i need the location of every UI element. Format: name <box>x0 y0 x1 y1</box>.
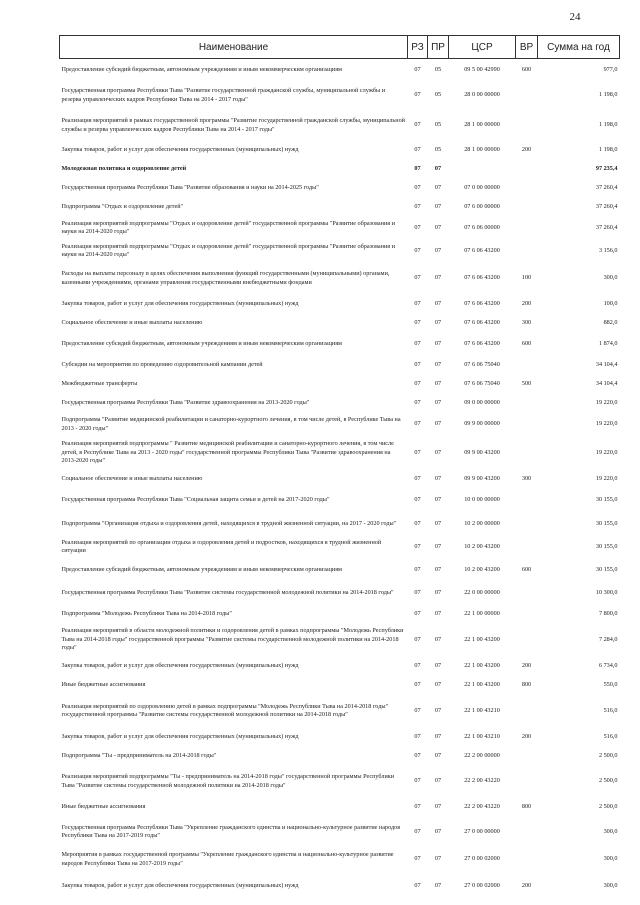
row-csr: 28 0 00 00000 <box>464 91 500 99</box>
table-row <box>60 817 620 848</box>
row-sum: 34 104,4 <box>595 379 618 387</box>
header-rz: РЗ <box>408 36 428 59</box>
row-sum: 19 220,0 <box>595 420 618 428</box>
row-csr: 27 0 00 00000 <box>464 827 500 835</box>
row-csr: 07 6 06 43200 <box>464 339 500 347</box>
row-name: Предоставление субсидий бюджетным, автономным учреждениям и иным некоммерческим организациям <box>61 565 342 573</box>
row-pr: 07 <box>434 680 442 688</box>
row-rz: 07 <box>414 519 421 527</box>
row-csr: 09 5 00 42990 <box>464 65 500 73</box>
row-sum: 37 260,4 <box>595 223 618 231</box>
row-name: Реализация мероприятий в рамках государственной программы "Развитие государственной гражданской службы, муниципальной службы и резерва управленческих кадров Республики Тыва на 2014 - 2017 годы" <box>61 117 405 133</box>
row-rz: 07 <box>414 706 421 714</box>
row-name: Государственная программа Республики Тыва "Развитие системы государственной молодежной политики на 2014-2018 годы" <box>61 588 394 596</box>
row-vr <box>516 766 538 798</box>
row-pr: 07 <box>434 706 442 714</box>
table-row <box>60 160 620 179</box>
row-csr: 28 1 00 00000 <box>464 121 500 129</box>
row-rz: 07 <box>414 65 421 73</box>
row-sum: 19 220,0 <box>595 448 618 456</box>
row-vr <box>516 605 538 624</box>
row-csr: 09 9 00 43200 <box>464 448 500 456</box>
row-sum: 19 220,0 <box>595 398 618 406</box>
row-rz: 07 <box>414 802 421 810</box>
row-sum: 882,0 <box>603 318 618 326</box>
row-csr: 09 0 00 00000 <box>464 398 500 406</box>
row-pr: 07 <box>434 519 442 527</box>
row-sum: 3 156,0 <box>598 246 618 254</box>
row-sum: 550,0 <box>603 680 618 688</box>
row-pr: 07 <box>434 635 442 643</box>
row-pr: 07 <box>434 360 442 368</box>
row-pr: 07 <box>434 474 442 482</box>
row-vr <box>516 160 538 179</box>
row-name: Предоставление субсидий бюджетным, автономным учреждениям и иным некоммерческим организациям <box>61 339 342 347</box>
row-sum: 34 104,4 <box>595 360 618 368</box>
row-name: Реализация мероприятий подпрограммы " Развитие медицинской реабилитации и санаторно-курортного лечения, в том числе детей, в Республике Тыва на 2013 - 2020 годы" государственной программы Республики Тыва "Развитие здравоохранения на 2013-2020 годы" <box>61 440 394 465</box>
row-pr: 07 <box>434 448 442 456</box>
row-rz: 07 <box>414 474 421 482</box>
table-row <box>60 356 620 375</box>
row-pr: 07 <box>434 339 442 347</box>
row-vr <box>516 81 538 111</box>
row-name: Закупка товаров, работ и услуг для обеспечения государственных (муниципальных) нужд <box>61 661 299 669</box>
row-pr: 07 <box>434 777 442 785</box>
row-sum: 1 198,0 <box>598 91 618 99</box>
table-row <box>60 798 620 817</box>
row-pr: 07 <box>434 827 442 835</box>
row-name: Мероприятия в рамках государственной программы "Укрепление гражданского единства и национально-культурное развитие народов Республики Тыва на 2017-2019 годы" <box>61 851 394 867</box>
table-row <box>60 766 620 798</box>
row-csr: 07 6 06 75040 <box>464 379 500 387</box>
row-name: Государственная программа Республики Тыва "Социальная защита семьи и детей на 2017-2020 годы" <box>61 496 330 504</box>
budget-table <box>59 35 620 901</box>
row-sum: 30 155,0 <box>595 542 618 550</box>
row-vr <box>516 624 538 657</box>
row-pr: 07 <box>434 751 442 759</box>
row-pr: 07 <box>434 420 442 428</box>
row-name: Социальное обеспечение и иные выплаты населению <box>61 318 203 326</box>
row-rz: 07 <box>414 223 421 231</box>
row-csr: 27 0 00 02000 <box>464 855 500 863</box>
row-vr <box>516 848 538 872</box>
row-pr: 07 <box>434 496 442 504</box>
row-sum: 100,0 <box>603 299 618 307</box>
row-pr: 07 <box>434 379 442 387</box>
table-row <box>60 59 620 81</box>
row-vr <box>516 582 538 605</box>
row-pr: 07 <box>434 732 442 740</box>
row-rz: 07 <box>414 496 421 504</box>
table-row <box>60 624 620 657</box>
row-pr: 07 <box>434 398 442 406</box>
row-pr: 07 <box>434 802 442 810</box>
row-rz: 07 <box>414 680 421 688</box>
table-row <box>60 81 620 111</box>
row-name: Подпрограмма "Организация отдыха и оздоровления детей, находящихся в трудной жизненной ситуации, на 2017 - 2020 годы" <box>61 519 397 527</box>
table-row <box>60 747 620 766</box>
table-row <box>60 605 620 624</box>
row-pr: 07 <box>434 299 442 307</box>
row-pr: 07 <box>434 318 442 326</box>
row-rz: 07 <box>414 379 421 387</box>
row-name: Закупка товаров, работ и услуг для обеспечения государственных (муниципальных) нужд <box>61 145 299 153</box>
row-vr: 500 <box>521 379 532 387</box>
row-sum: 516,0 <box>603 732 618 740</box>
row-csr: 09 9 00 00000 <box>464 420 500 428</box>
row-rz: 07 <box>414 881 421 889</box>
table-row <box>60 263 620 295</box>
table-row <box>60 489 620 513</box>
row-vr <box>516 356 538 375</box>
row-name: Закупка товаров, работ и услуг для обеспечения государственных (муниципальных) нужд <box>61 881 299 889</box>
row-csr: 22 0 00 00000 <box>464 588 500 596</box>
row-name: Реализация мероприятий подпрограммы "Отдых и оздоровление детей" государственной программы "Развитие образования и науки на 2014-2020 годы" <box>61 242 396 258</box>
row-vr: 200 <box>521 299 532 307</box>
table-body <box>60 59 620 901</box>
row-csr: 07 6 06 43200 <box>464 246 500 254</box>
table-row <box>60 470 620 489</box>
table-row <box>60 375 620 394</box>
row-pr: 07 <box>434 164 442 172</box>
row-name: Молодежная политика и оздоровление детей <box>61 164 187 172</box>
table-row <box>60 240 620 263</box>
row-vr: 300 <box>521 474 532 482</box>
page-number: 24 <box>569 11 581 23</box>
row-csr: 22 2 00 43220 <box>464 777 500 785</box>
row-vr <box>516 817 538 848</box>
table-row <box>60 413 620 437</box>
row-name: Расходы на выплаты персоналу в целях обеспечения выполнения функций государственными (муниципальными) органами, казенными учреждениями, органами управления государственными внебюджетными фондами <box>61 270 390 286</box>
row-sum: 2 500,0 <box>598 802 618 810</box>
row-rz: 07 <box>414 246 421 254</box>
table-row <box>60 217 620 240</box>
header-pr: ПР <box>428 36 449 59</box>
row-name: Подпрограмма "Молодежь Республики Тыва на 2014-2018 годы" <box>61 609 232 617</box>
row-rz: 07 <box>414 588 421 596</box>
row-vr <box>516 394 538 413</box>
row-vr: 800 <box>521 802 532 810</box>
row-csr: 22 2 00 00000 <box>464 751 500 759</box>
row-pr: 07 <box>434 855 442 863</box>
row-vr: 200 <box>521 145 532 153</box>
row-name: Субсидии на мероприятия по проведению оздоровительной кампании детей <box>61 360 263 368</box>
row-rz: 07 <box>414 145 421 153</box>
row-csr: 09 9 00 43200 <box>464 474 500 482</box>
row-rz: 07 <box>414 274 421 282</box>
row-csr: 07 6 06 00000 <box>464 223 500 231</box>
row-csr: 07 6 06 43200 <box>464 318 500 326</box>
row-pr: 07 <box>434 223 442 231</box>
table-row <box>60 559 620 582</box>
row-vr <box>516 413 538 437</box>
header-csr: ЦСР <box>449 36 516 59</box>
row-vr: 200 <box>521 881 532 889</box>
row-vr <box>516 198 538 217</box>
row-vr <box>516 489 538 513</box>
table-row <box>60 676 620 695</box>
row-sum: 300,0 <box>603 274 618 282</box>
row-csr: 07 6 00 00000 <box>464 202 500 210</box>
row-vr <box>516 536 538 559</box>
row-pr: 05 <box>434 145 442 153</box>
row-rz: 07 <box>414 777 421 785</box>
row-pr: 07 <box>434 246 442 254</box>
row-vr: 600 <box>521 339 532 347</box>
row-name: Закупка товаров, работ и услуг для обеспечения государственных (муниципальных) нужд <box>61 732 299 740</box>
row-name: Подпрограмма "Ты - предприниматель на 2014-2018 годы" <box>61 751 217 759</box>
row-rz: 07 <box>414 121 421 129</box>
row-sum: 2 500,0 <box>598 751 618 759</box>
table-row <box>60 111 620 141</box>
row-pr: 07 <box>434 565 442 573</box>
row-rz: 07 <box>414 661 421 669</box>
table-row <box>60 872 620 901</box>
row-csr: 07 6 06 75040 <box>464 360 500 368</box>
row-csr: 10 2 00 43200 <box>464 542 500 550</box>
table-row <box>60 295 620 314</box>
header-name: Наименование <box>60 36 408 59</box>
row-sum: 30 155,0 <box>595 565 618 573</box>
row-pr: 05 <box>434 91 442 99</box>
table-row <box>60 728 620 747</box>
row-rz: 07 <box>414 565 421 573</box>
row-sum: 37 260,4 <box>595 202 618 210</box>
header-vr: ВР <box>516 36 538 59</box>
row-name: Иные бюджетные ассигнования <box>61 802 146 810</box>
row-sum: 300,0 <box>603 881 618 889</box>
table-row <box>60 513 620 536</box>
row-csr: 10 2 00 43200 <box>464 565 500 573</box>
row-pr: 07 <box>434 183 442 191</box>
row-name: Государственная программа Республики Тыва "Развитие образования и науки на 2014-2025 годы" <box>61 183 319 191</box>
row-rz: 07 <box>414 91 421 99</box>
row-name: Закупка товаров, работ и услуг для обеспечения государственных (муниципальных) нужд <box>61 299 299 307</box>
row-rz: 07 <box>414 183 421 191</box>
row-sum: 300,0 <box>603 827 618 835</box>
row-name: Реализация мероприятий в области молодежной политики и оздоровления детей в рамках подпрограммы "Молодежь Республики Тыва на 2014-2018 годы" государственной программы "Развитие системы государственной молодежной политики на 2014-2018 годы" <box>61 627 404 652</box>
row-csr: 22 1 00 43210 <box>464 706 500 714</box>
row-pr: 07 <box>434 661 442 669</box>
row-pr: 07 <box>434 881 442 889</box>
row-sum: 30 155,0 <box>595 496 618 504</box>
row-csr: 07 0 00 00000 <box>464 183 500 191</box>
row-name: Реализация мероприятий подпрограммы "Ты - предприниматель на 2014-2018 годы" государственной программы Республики Тыва "Развитие системы государственной молодежной политики на 2014-2018 годы" <box>61 773 395 789</box>
row-csr: 22 1 00 43200 <box>464 661 500 669</box>
table-row <box>60 437 620 470</box>
row-name: Социальное обеспечение и иные выплаты населению <box>61 474 203 482</box>
row-name: Государственная программа Республики Тыва "Укрепление гражданского единства и национально-культурное развитие народов Республики Тыва на 2017-2019 годы" <box>61 823 401 839</box>
row-rz: 07 <box>414 360 421 368</box>
row-pr: 05 <box>434 121 442 129</box>
row-sum: 6 734,0 <box>598 661 618 669</box>
table-header-row <box>60 36 620 59</box>
row-name: Предоставление субсидий бюджетным, автономным учреждениям и иным некоммерческим организациям <box>61 65 342 73</box>
row-rz: 07 <box>414 202 421 210</box>
row-csr <box>449 160 516 179</box>
row-vr <box>516 513 538 536</box>
row-sum: 1 198,0 <box>598 121 618 129</box>
row-csr: 07 6 06 43200 <box>464 274 500 282</box>
row-csr: 10 0 00 00000 <box>464 496 500 504</box>
table-row <box>60 695 620 728</box>
row-rz: 07 <box>414 732 421 740</box>
row-vr <box>516 179 538 198</box>
row-name: Государственная программа Республики Тыва "Развитие здравоохранения на 2013-2020 годы" <box>61 398 310 406</box>
row-sum: 10 300,0 <box>595 588 618 596</box>
table-row <box>60 394 620 413</box>
row-csr: 27 0 00 02000 <box>464 881 500 889</box>
row-pr: 05 <box>434 65 442 73</box>
row-pr: 07 <box>434 274 442 282</box>
row-rz: 07 <box>414 542 421 550</box>
table-row <box>60 198 620 217</box>
row-name: Реализация мероприятий подпрограммы "Отдых и оздоровление детей" государственной программы "Развитие образования и науки на 2014-2020 годы" <box>61 219 396 235</box>
row-sum: 37 260,4 <box>595 183 618 191</box>
row-vr: 600 <box>521 565 532 573</box>
row-rz: 07 <box>414 164 421 172</box>
row-pr: 07 <box>434 542 442 550</box>
row-vr: 800 <box>521 680 532 688</box>
row-csr: 22 2 00 43220 <box>464 802 500 810</box>
row-vr <box>516 437 538 470</box>
row-rz: 07 <box>414 635 421 643</box>
table-row <box>60 141 620 160</box>
row-rz: 07 <box>414 448 421 456</box>
row-sum: 19 220,0 <box>595 474 618 482</box>
row-csr: 07 6 06 43200 <box>464 299 500 307</box>
table-row <box>60 582 620 605</box>
row-rz: 07 <box>414 299 421 307</box>
table-row <box>60 536 620 559</box>
row-vr <box>516 240 538 263</box>
row-vr: 200 <box>521 732 532 740</box>
row-sum: 977,0 <box>603 65 618 73</box>
row-sum: 30 155,0 <box>595 519 618 527</box>
row-name: Межбюджетные трансферты <box>61 379 138 387</box>
row-csr: 22 1 00 43200 <box>464 635 500 643</box>
row-sum: 1 198,0 <box>598 145 618 153</box>
row-csr: 22 1 00 43210 <box>464 732 500 740</box>
row-rz: 07 <box>414 420 421 428</box>
row-vr: 300 <box>521 318 532 326</box>
row-vr <box>516 111 538 141</box>
row-rz: 07 <box>414 339 421 347</box>
row-vr <box>516 747 538 766</box>
row-sum: 7 800,0 <box>598 609 618 617</box>
row-sum: 7 284,0 <box>598 635 618 643</box>
row-rz: 07 <box>414 398 421 406</box>
row-vr <box>516 695 538 728</box>
row-csr: 22 1 00 00000 <box>464 609 500 617</box>
table-row <box>60 657 620 676</box>
row-rz: 07 <box>414 855 421 863</box>
row-sum: 2 500,0 <box>598 777 618 785</box>
table-row <box>60 333 620 356</box>
row-vr <box>516 217 538 240</box>
row-rz: 07 <box>414 751 421 759</box>
row-csr: 10 2 00 00000 <box>464 519 500 527</box>
row-rz: 07 <box>414 318 421 326</box>
row-sum: 1 874,0 <box>598 339 618 347</box>
row-name: Государственная программа Республики Тыва "Развитие государственной гражданской службы, муниципальной службы и резерва управленческих кадров Республики Тыва на 2014 - 2017 годы" <box>61 87 386 103</box>
row-pr: 07 <box>434 609 442 617</box>
row-vr: 600 <box>521 65 532 73</box>
row-sum: 97 235,4 <box>595 164 618 172</box>
row-rz: 07 <box>414 609 421 617</box>
row-name: Подпрограмма "Отдых и оздоровление детей" <box>61 202 184 210</box>
row-name: Подпрограмма "Развитие медицинской реабилитации и санаторно-курортного лечения, в том числе детей, в Республике Тыва на 2013 - 2020 годы" <box>61 416 401 432</box>
row-name: Реализация мероприятий по оздоровлению детей в рамках подпрограммы "Молодежь Республики Тыва на 2014-2018 годы" государственной программы "Развитие системы государственной молодежной политики на 2014-2018 годы" <box>61 702 389 718</box>
row-vr: 200 <box>521 661 532 669</box>
row-sum: 516,0 <box>603 706 618 714</box>
table-row <box>60 848 620 872</box>
row-rz: 07 <box>414 827 421 835</box>
row-vr: 100 <box>521 274 532 282</box>
row-csr: 22 1 00 43200 <box>464 680 500 688</box>
header-sum: Сумма на год <box>538 36 620 59</box>
row-name: Реализация мероприятий по организации отдыха и оздоровления детей и подростков, находящихся в трудной жизненной ситуации <box>61 538 382 554</box>
table-row <box>60 179 620 198</box>
row-sum: 300,0 <box>603 855 618 863</box>
row-pr: 07 <box>434 202 442 210</box>
table-row <box>60 314 620 333</box>
row-csr: 28 1 00 00000 <box>464 145 500 153</box>
row-name: Иные бюджетные ассигнования <box>61 680 146 688</box>
row-pr: 07 <box>434 588 442 596</box>
